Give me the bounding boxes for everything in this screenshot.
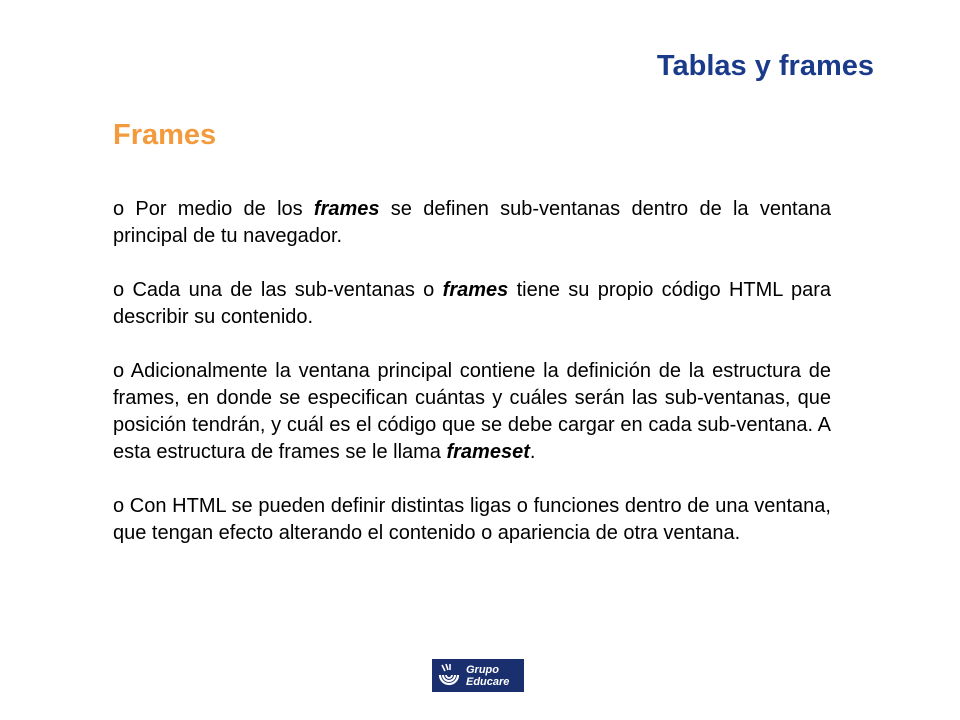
logo-line-2: Educare	[466, 675, 510, 688]
paragraph-3-emphasis: frameset	[446, 441, 530, 463]
logo-wordmark	[466, 664, 509, 688]
paragraph-3-pre: o Adicionalmente la ventana principal contiene la definición de la estructura de frames, en donde se especifican cuántas y cuáles serán las sub-ventanas, que posición tendrán, y cuál es el código que se debe cargar en cada sub-ventana. A esta estructura de frames se le llama	[113, 360, 831, 463]
paragraph-1-pre: o Por medio de los	[113, 198, 314, 220]
grupo-educare-logo-icon	[436, 662, 462, 689]
grupo-educare-logo	[432, 659, 524, 692]
paragraph-4	[113, 493, 831, 547]
body-text	[113, 196, 831, 574]
logo-line-1: Grupo	[466, 663, 499, 676]
paragraph-1	[113, 196, 831, 250]
slide-title: Tablas y frames	[656, 50, 874, 82]
paragraph-2-emphasis: frames	[442, 279, 509, 301]
paragraph-2	[113, 277, 831, 331]
paragraph-2-pre: o Cada una de las sub-ventanas o	[113, 279, 443, 301]
paragraph-3	[113, 358, 831, 466]
paragraph-2-post: tiene su propio código HTML para describir su contenido.	[113, 279, 832, 328]
paragraph-3-post: .	[529, 441, 536, 463]
paragraph-1-emphasis: frames	[313, 198, 380, 220]
section-title: Frames	[113, 119, 217, 151]
paragraph-4-pre: o Con HTML se pueden definir distintas ligas o funciones dentro de una ventana, que tengan efecto alterando el contenido o apariencia de otra ventana.	[113, 495, 831, 544]
paragraph-1-post: se definen sub-ventanas dentro de la ventana principal de tu navegador.	[113, 198, 831, 247]
